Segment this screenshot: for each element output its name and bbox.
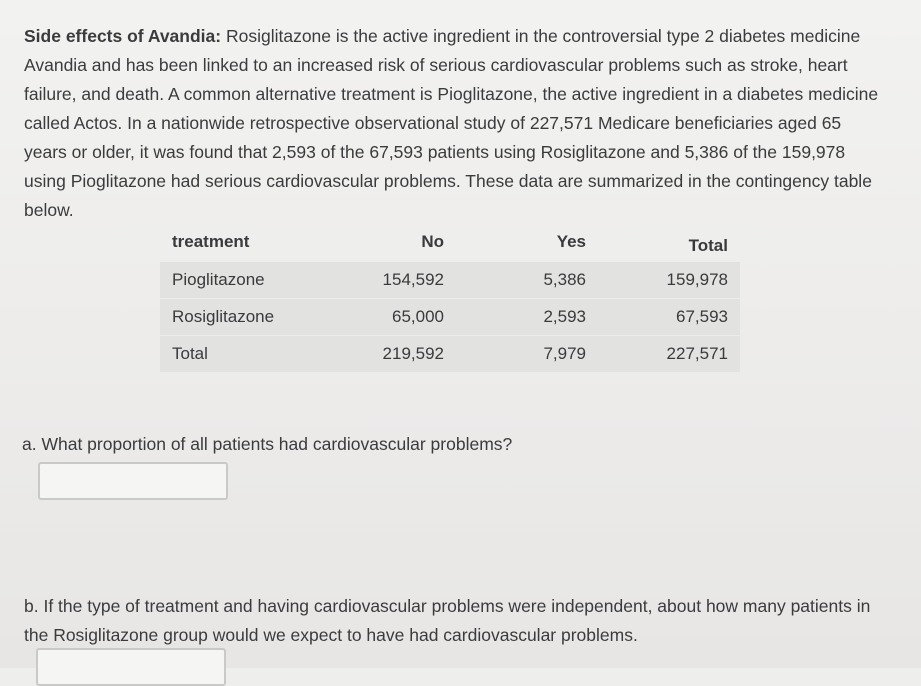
cell-yes: 7,979: [543, 344, 586, 363]
problem-text: Rosiglitazone is the active ingredient in the controversial type 2 diabetes medicine Avandia and has been linked to an increased risk of serious cardiovascular problems such as stroke, heart failure, and death. A common alternative treatment is Pioglitazone, the active ingredient in a diabetes medicine called Actos. In a nationwide retrospective observational study of 227,571 Medicare beneficiaries aged 65 years or older, it was found that 2,593 of the 67,593 patients using Rosiglitazone and 5,386 of the 159,978 using Pioglitazone had serious cardiovascular problems. These data are summarized in the contingency table below.: [24, 26, 879, 220]
problem-title: Side effects of Avandia:: [24, 26, 222, 46]
table-header-row: [160, 228, 740, 262]
cell-no: 65,000: [392, 307, 444, 326]
table-row: [160, 299, 740, 335]
question-a: a. What proportion of all patients had cardiovascular problems?: [22, 434, 513, 454]
cell-no: 154,592: [382, 270, 444, 289]
problem-intro: [24, 22, 884, 225]
answer-b-input[interactable]: [36, 648, 226, 686]
contingency-table: [160, 228, 740, 373]
answer-a-input[interactable]: [38, 462, 228, 500]
cell-yes: 2,593: [543, 307, 586, 326]
question-b: b. If the type of treatment and having cardiovascular problems were independent, about how many patients in the Rosiglitazone group would we expect to have had cardiovascular problems.: [24, 596, 871, 645]
header-total: Total: [688, 236, 728, 255]
table-row: [160, 262, 740, 298]
header-no: No: [421, 232, 444, 251]
cell-yes: 5,386: [543, 270, 586, 289]
row-label: Rosiglitazone: [172, 307, 275, 326]
cell-total: 67,593: [676, 307, 728, 326]
header-yes: Yes: [556, 232, 586, 251]
row-label: Total: [172, 344, 208, 363]
row-label: Pioglitazone: [172, 270, 265, 289]
cell-total: 227,571: [666, 344, 728, 363]
cell-no: 219,592: [382, 344, 444, 363]
cell-total: 159,978: [666, 270, 728, 289]
table-row: [160, 336, 740, 372]
header-treatment: treatment: [172, 232, 250, 251]
